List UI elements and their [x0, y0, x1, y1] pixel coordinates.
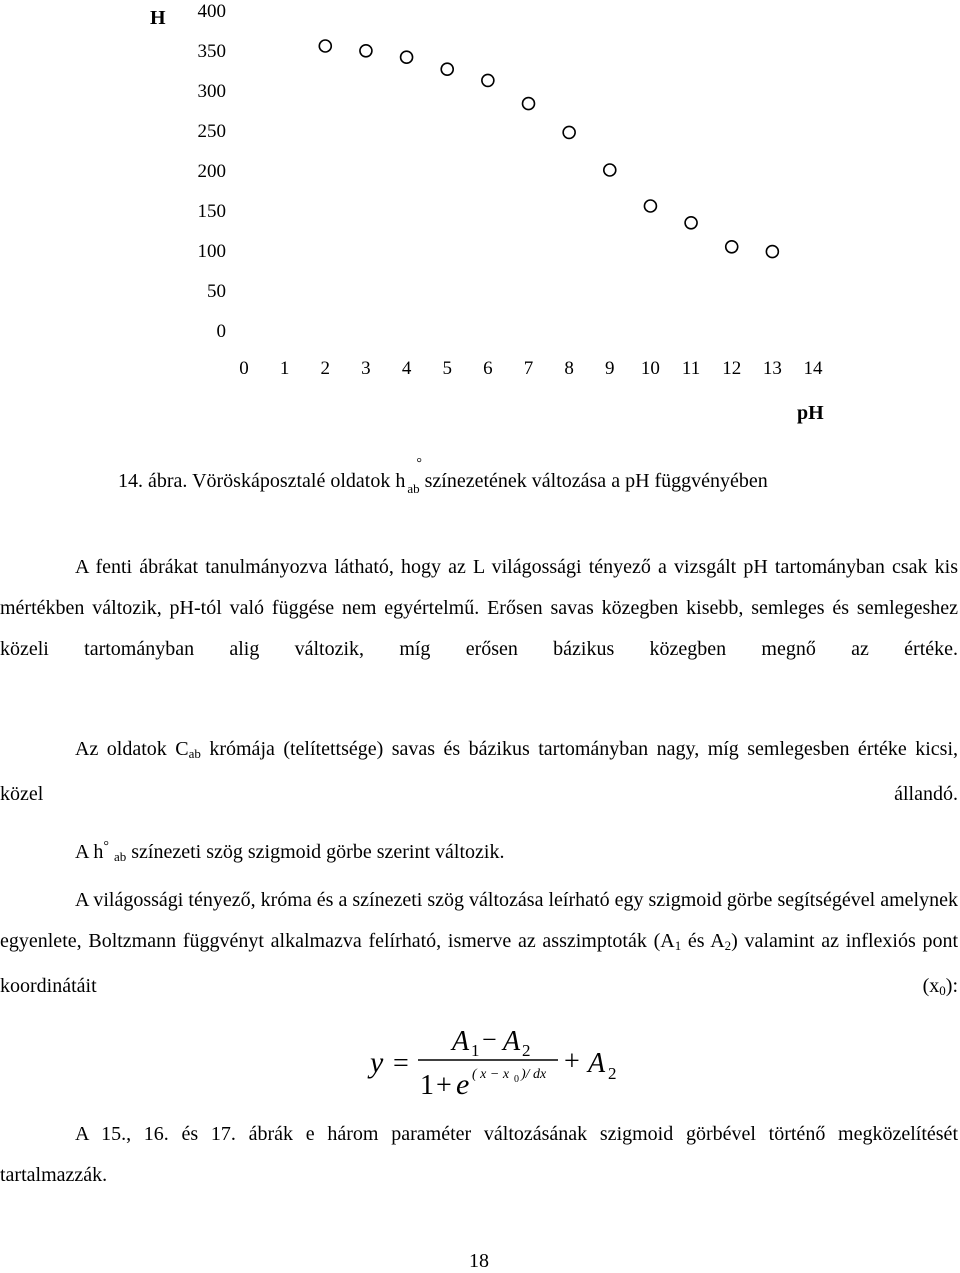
- caption-degree-ring: °: [416, 456, 422, 471]
- p4-sub2: 2: [724, 938, 732, 953]
- x-tick-label: 3: [361, 358, 371, 379]
- data-point: [319, 40, 331, 52]
- data-point: [563, 126, 575, 138]
- boltzmann-equation: [360, 1020, 640, 1100]
- p4-sub0: 0: [939, 983, 946, 998]
- p3-subscript: ab: [113, 849, 127, 864]
- data-point: [604, 164, 616, 176]
- p3-text-b: színezeti szög szigmoid görbe szerint változik.: [131, 841, 505, 863]
- data-points: [319, 40, 778, 258]
- eq-y: y: [370, 1046, 384, 1079]
- eq-equals: =: [393, 1048, 409, 1079]
- paragraph-figures: A 15., 16. és 17. ábrák e három paraméter változásának szigmoid görbével történő megközelítését tartalmazzák.: [0, 1123, 958, 1186]
- paragraph-chroma: [0, 729, 958, 815]
- eq-den-e: e: [456, 1068, 470, 1100]
- p3-text-a: A h: [75, 841, 104, 863]
- eq-exponent-end: )/ dx: [521, 1067, 547, 1082]
- x-tick-label: 7: [523, 358, 534, 379]
- y-tick-label: 300: [197, 81, 226, 102]
- x-tick-label: 5: [442, 358, 452, 379]
- x-tick-label: 11: [681, 358, 701, 379]
- p4-text-b: és A: [687, 930, 725, 952]
- x-tick-label: 6: [483, 358, 493, 379]
- data-point: [401, 51, 413, 63]
- y-tick-label: 250: [197, 121, 226, 142]
- eq-tail-sub: 2: [608, 1064, 617, 1083]
- x-tick-label: 13: [762, 358, 782, 379]
- eq-exponent: ( x − x: [472, 1067, 510, 1082]
- data-point: [360, 45, 372, 57]
- x-tick-label: 12: [722, 358, 742, 379]
- y-axis-label: H: [150, 7, 166, 29]
- caption-text-before: Vöröskáposztalé oldatok h: [192, 470, 406, 492]
- eq-den-plus: +: [436, 1070, 452, 1100]
- y-tick-label: 150: [197, 201, 226, 222]
- y-tick-labels: [198, 1, 227, 342]
- eq-plus: +: [564, 1046, 580, 1077]
- y-tick-label: 350: [197, 41, 226, 62]
- ph-hue-scatter-chart: [0, 0, 960, 440]
- eq-num-a2: A: [503, 1026, 521, 1057]
- y-tick-label: 400: [197, 1, 226, 22]
- y-tick-label: 50: [207, 281, 226, 302]
- eq-exponent-sub: 0: [514, 1074, 519, 1085]
- x-axis-label: pH: [797, 402, 824, 424]
- figure-caption: [118, 456, 768, 496]
- p2-text-b: krómája (telítettsége) savas és bázikus tartományban nagy, míg semlegesben értéke kicsi, közel állandó.: [0, 738, 959, 805]
- x-tick-label: 9: [605, 358, 615, 379]
- x-tick-label: 8: [564, 358, 574, 379]
- data-point: [766, 246, 778, 258]
- caption-subscript: ab: [407, 481, 420, 496]
- eq-den-one: 1: [420, 1070, 434, 1100]
- p4-sub1: 1: [674, 938, 682, 953]
- data-point: [441, 63, 453, 75]
- data-point: [482, 74, 494, 86]
- data-point: [726, 241, 738, 253]
- p2-text-a: Az oldatok C: [75, 738, 189, 760]
- paragraph-sigmoid: [0, 880, 958, 1011]
- p2-subscript: ab: [188, 746, 201, 761]
- data-point: [523, 98, 535, 110]
- p4-text-a: A világossági tényező, króma és a színezeti szög változása leírható egy szigmoid görbe segítségével amelynek egyenlete, Boltzmann függvényt alkalmazva felírható, ismerve az asszimptoták (A: [0, 889, 958, 952]
- data-point: [685, 217, 697, 229]
- eq-num-s1: 1: [471, 1041, 480, 1060]
- eq-tail-a: A: [588, 1048, 606, 1079]
- x-tick-label: 1: [279, 358, 290, 379]
- y-tick-label: 0: [216, 321, 226, 342]
- x-tick-label: 4: [401, 358, 412, 379]
- paragraph-hue: [0, 826, 958, 877]
- page-number: 18: [469, 1250, 489, 1272]
- eq-minus: −: [482, 1025, 497, 1054]
- y-tick-label: 200: [197, 161, 226, 182]
- y-tick-label: 100: [197, 241, 226, 262]
- paragraph-lightness: A fenti ábrákat tanulmányozva látható, hogy az L világossági tényező a vizsgált pH tartományban csak kis mértékben változik, pH-tól való függése nem egyértelmű. Erősen savas közegben kisebb, semleges és semlegeshez közeli tartományban alig változik, míg erősen bázikus közegben megnő az értéke.: [0, 556, 958, 660]
- eq-num-s2: 2: [522, 1041, 531, 1060]
- caption-text-after: színezetének változása a pH függvényében: [424, 470, 768, 492]
- p3-degree-ring: °: [103, 839, 109, 854]
- p4-text-d: ):: [945, 975, 958, 997]
- eq-num-a1: A: [452, 1026, 470, 1057]
- p4-text-c: ) valamint az inflexiós pont koordinátáit (x: [0, 930, 959, 997]
- x-tick-labels: [239, 358, 823, 379]
- caption-prefix: 14. ábra.: [118, 470, 188, 492]
- x-tick-label: 2: [320, 358, 331, 379]
- x-tick-label: 0: [239, 358, 249, 379]
- x-tick-label: 10: [640, 358, 660, 379]
- x-tick-label: 14: [803, 358, 823, 379]
- data-point: [644, 200, 656, 212]
